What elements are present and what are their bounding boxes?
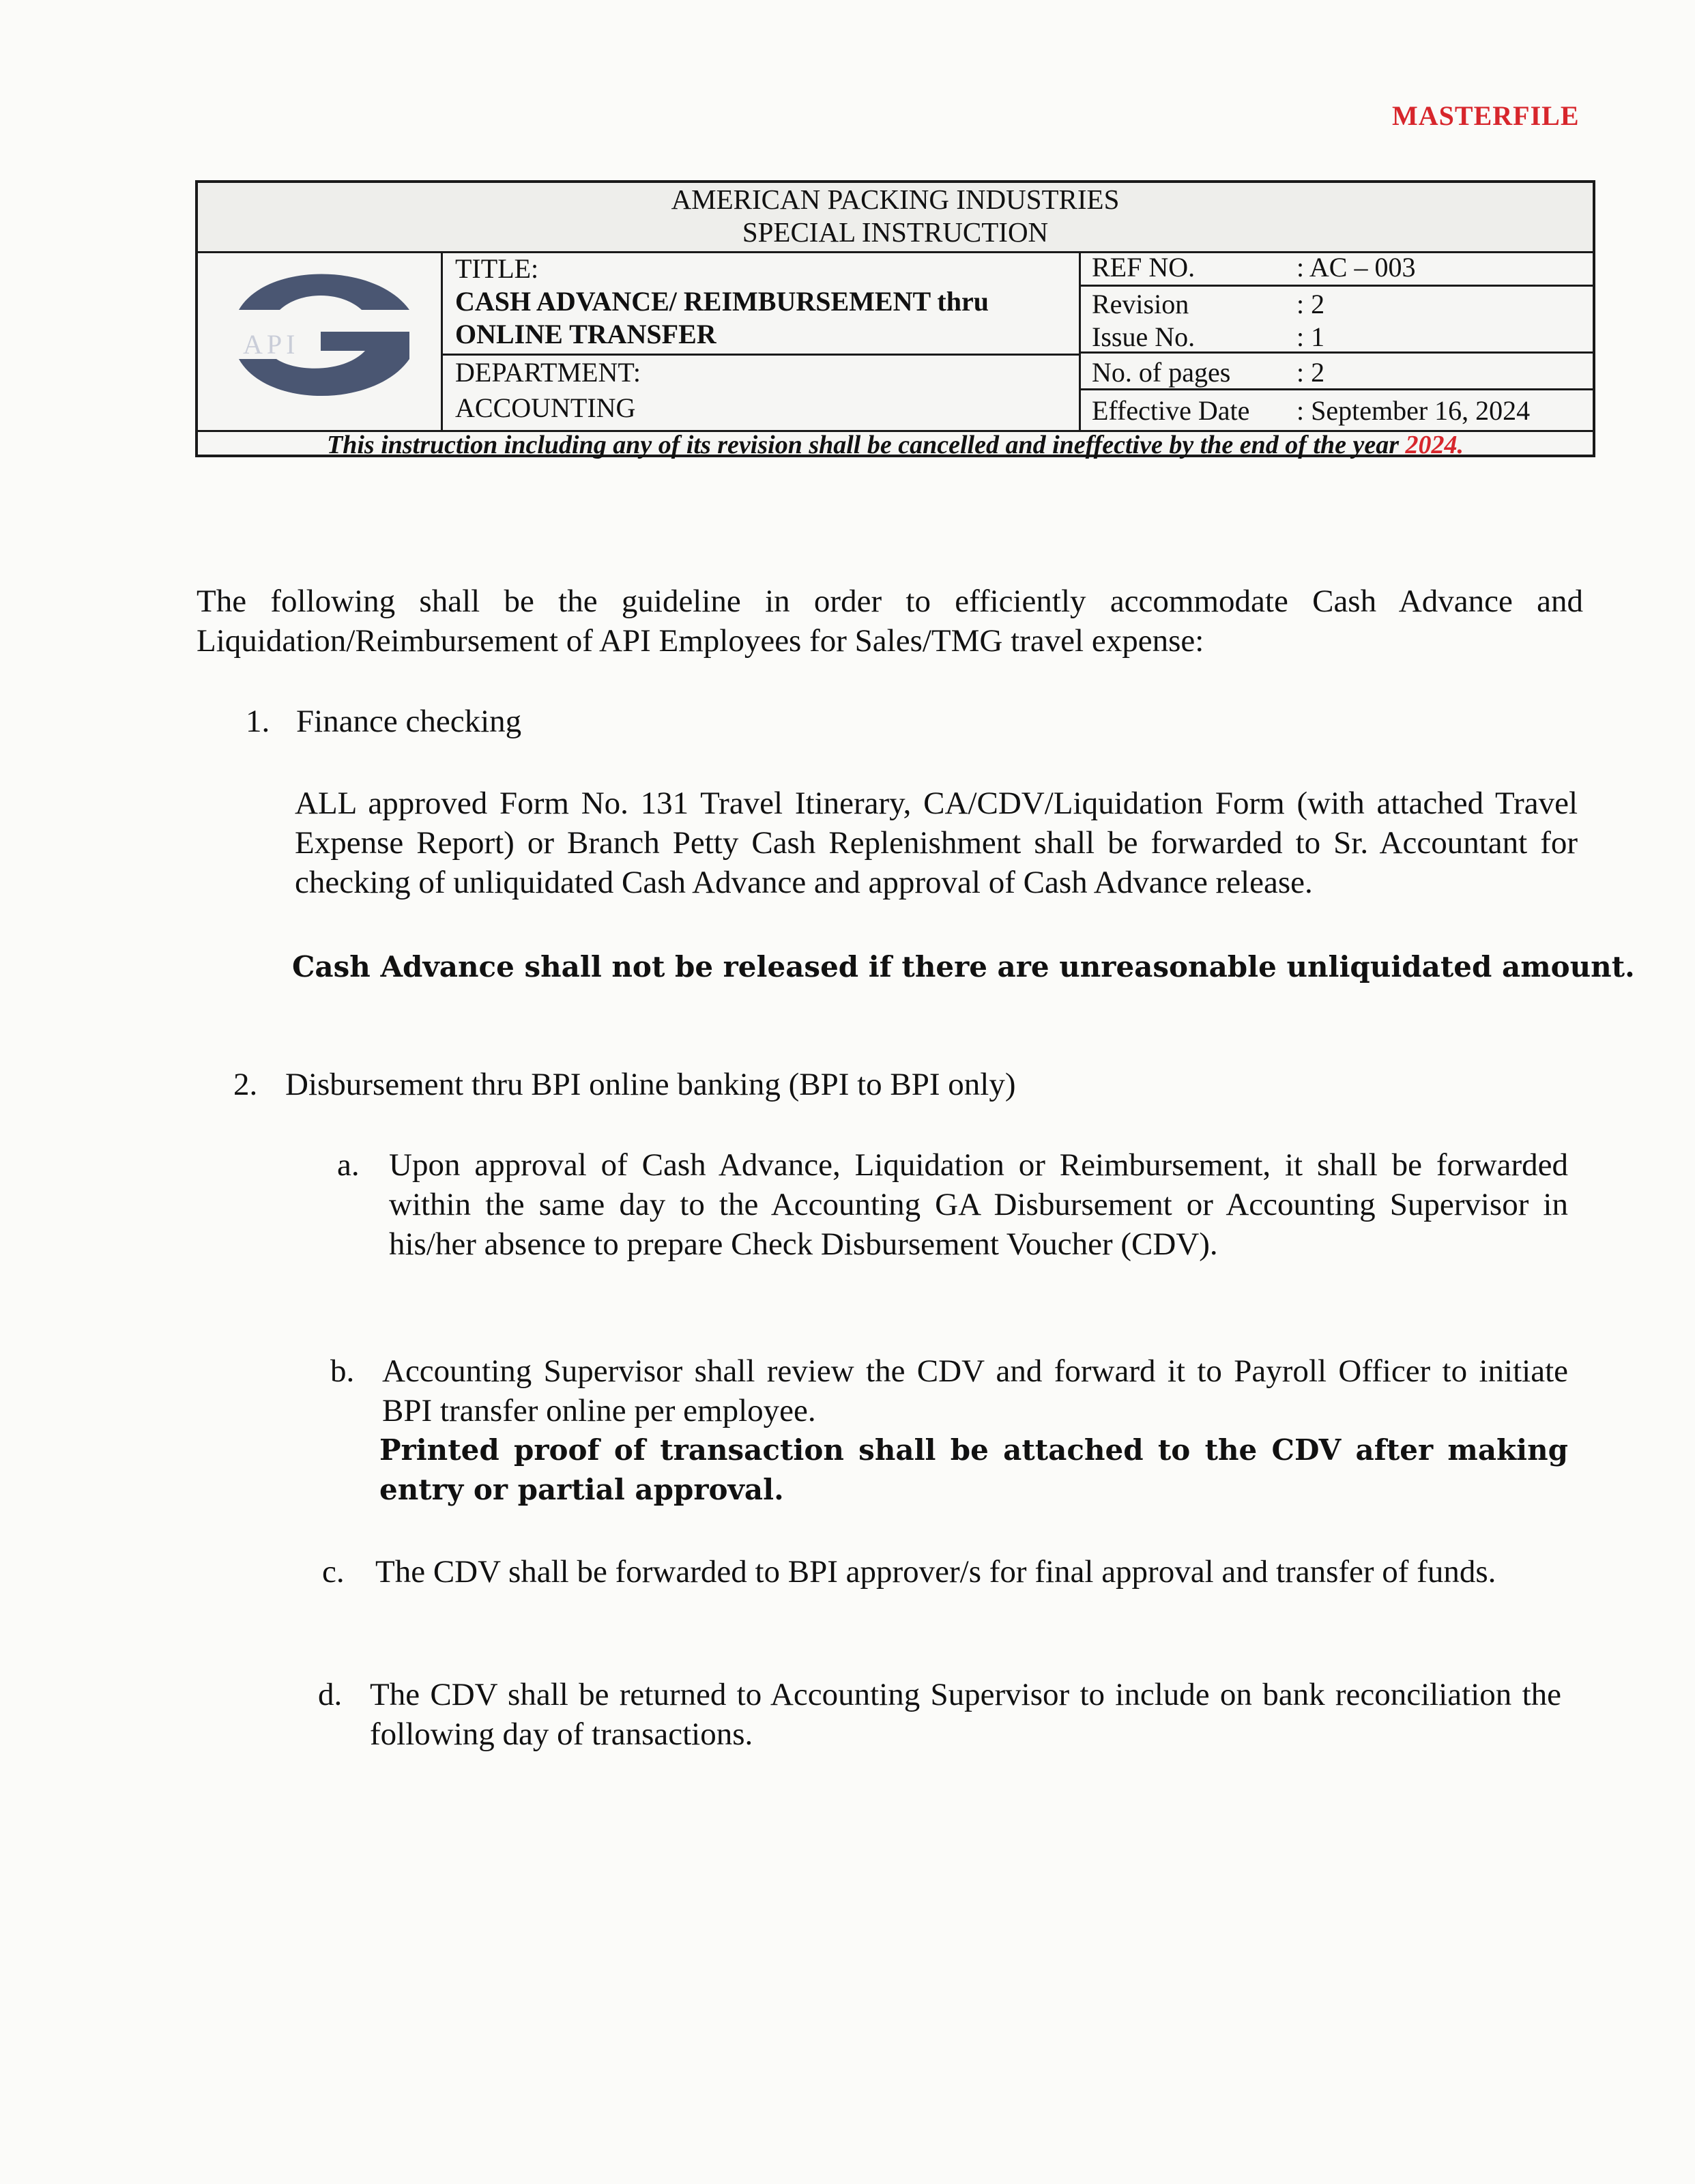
meta-label: Effective Date (1092, 395, 1250, 426)
section-number: 2. (233, 1067, 258, 1102)
meta-label: Issue No. (1092, 321, 1196, 352)
list-item: The CDV shall be forwarded to BPI approver/s for final approval and transfer of funds. (375, 1554, 1496, 1590)
title-cell (443, 251, 1081, 430)
item-bold-note: Printed proof of transaction shall be attached to the CDV after making entry or partial approval. (379, 1433, 1568, 1506)
section-number: 1. (246, 704, 270, 739)
item-letter: c. (322, 1554, 345, 1590)
company-name: AMERICAN PACKING INDUSTRIES (671, 184, 1120, 215)
section-heading: Disbursement thru BPI online banking (BPI to BPI only) (285, 1067, 1016, 1102)
document-meta (1081, 251, 1594, 430)
list-item: The CDV shall be returned to Accounting Supervisor to include on bank reconciliation the following day of transactions. (370, 1677, 1561, 1752)
cancellation-note-text: This instruction including any of its revision shall be cancelled and ineffective by the end of the year (327, 431, 1406, 459)
meta-value: : 2 (1296, 289, 1325, 319)
meta-row-ref (1081, 251, 1594, 287)
meta-label: No. of pages (1092, 357, 1231, 388)
meta-value: : 1 (1296, 321, 1325, 352)
section-bold-note: Cash Advance shall not be released if there are unreasonable unliquidated amount. (292, 950, 1635, 983)
cancellation-note-year: 2024. (1405, 431, 1464, 459)
logo-cell (198, 251, 443, 430)
list-item: Upon approval of Cash Advance, Liquidation or Reimbursement, it shall be forwarded within the same day to the Accounting GA Disbursement or Accounting Supervisor in his/her absence to prepare Check Disbursement Voucher (CDV). (389, 1147, 1568, 1262)
meta-row-pages (1081, 354, 1594, 390)
company-band (198, 183, 1593, 253)
item-letter: d. (318, 1677, 343, 1712)
item-letter: b. (330, 1353, 355, 1389)
logo-text: API (243, 329, 300, 360)
cancellation-note (198, 430, 1593, 457)
meta-label: Revision (1092, 289, 1189, 319)
title-line-1: CASH ADVANCE/ REIMBURSEMENT thru (455, 286, 989, 317)
section-heading: Finance checking (296, 704, 522, 739)
item-letter: a. (337, 1147, 360, 1183)
meta-label: REF NO. (1092, 252, 1196, 283)
company-logo-icon (218, 257, 423, 420)
document-type: SPECIAL INSTRUCTION (742, 216, 1049, 248)
masterfile-stamp: MASTERFILE (1392, 100, 1580, 131)
meta-value: : September 16, 2024 (1296, 395, 1531, 426)
meta-row-effective-date (1081, 390, 1594, 430)
meta-value: : AC – 003 (1296, 252, 1416, 283)
meta-row-revision (1081, 287, 1594, 354)
meta-value: : 2 (1296, 357, 1325, 388)
department-label: DEPARTMENT: (455, 357, 641, 388)
list-item: Accounting Supervisor shall review the CDV and forward it to Payroll Officer to initiate BPI transfer online per employee. (382, 1353, 1568, 1428)
title-label: TITLE: (455, 253, 539, 284)
document-header (195, 180, 1595, 457)
title-block (443, 251, 1079, 356)
title-line-2: ONLINE TRANSFER (455, 319, 716, 349)
department-value: ACCOUNTING (455, 392, 636, 423)
intro-paragraph: The following shall be the guideline in order to efficiently accommodate Cash Advance and Liquidation/Reimbursement of API Employees for Sales/TMG travel expense: (197, 584, 1583, 659)
section-body: ALL approved Form No. 131 Travel Itinerary, CA/CDV/Liquidation Form (with attached Travel Expense Report) or Branch Petty Cash Replenishment shall be forwarded to Sr. Accountant for checking of unliquidated Cash Advance and approval of Cash Advance release. (295, 786, 1578, 900)
